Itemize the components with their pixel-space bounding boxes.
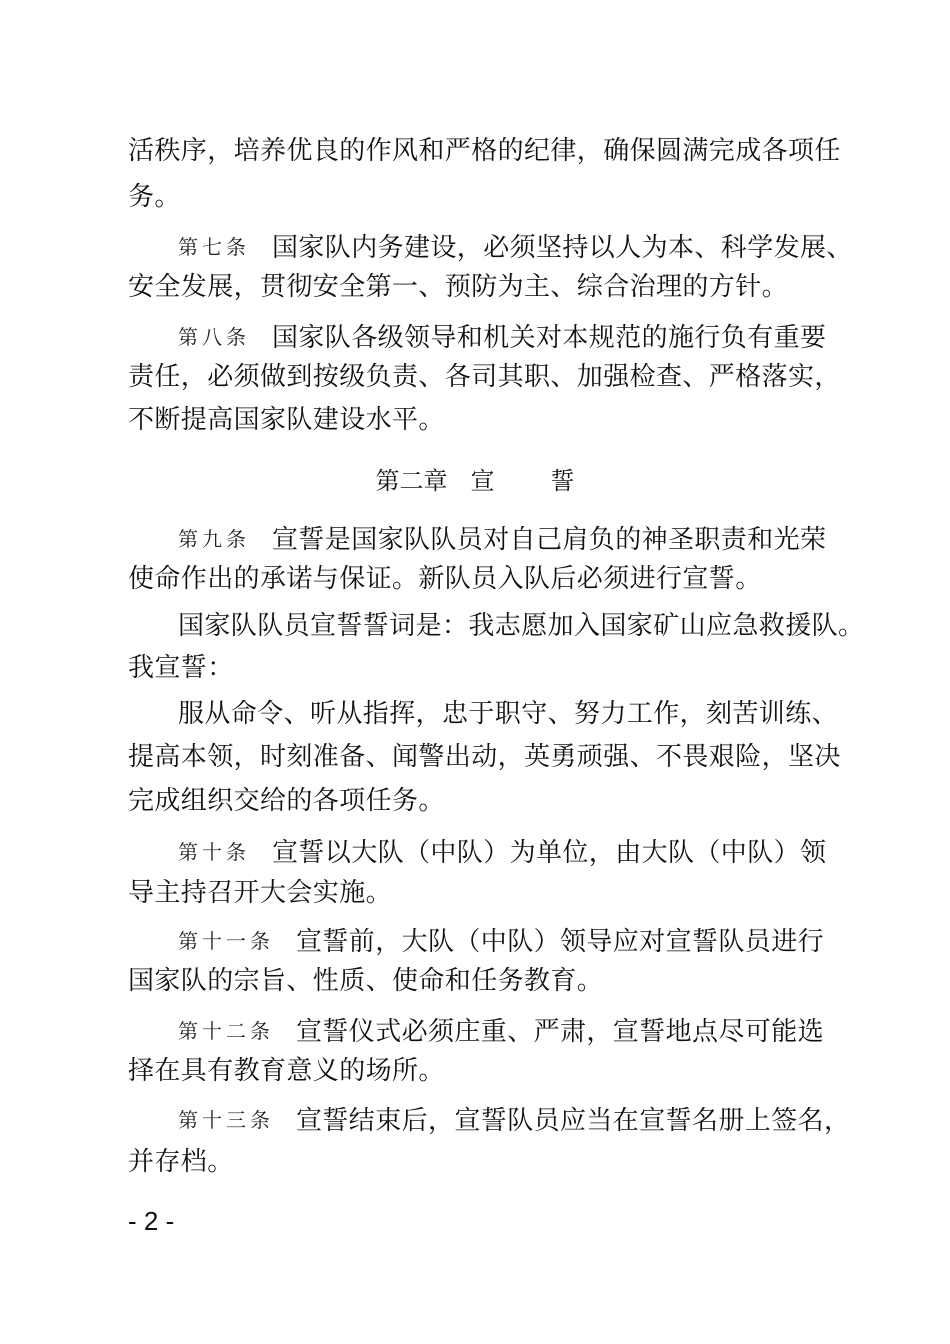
text-line: 责任，必须做到按级负责、各司其职、加强检查、严格落实， [128, 362, 841, 392]
text-line: 我宣誓： [128, 653, 234, 683]
article-text: 宣誓是国家队队员对自己肩负的神圣职责和光荣 [272, 525, 827, 555]
page-number: - 2 - [128, 1206, 175, 1236]
article-label: 第十二条 [178, 1019, 274, 1043]
article-text: 宣誓前，大队（中队）领导应对宣誓队员进行 [296, 927, 825, 957]
text-line: 活秩序，培养优良的作风和严格的纪律，确保圆满完成各项任 [128, 136, 841, 166]
text-line: 完成组织交给的各项任务。 [128, 786, 445, 816]
text-line: 择在具有教育意义的场所。 [128, 1056, 445, 1086]
article-9 [178, 522, 878, 557]
oath-text: 服从命令、听从指挥，忠于职守、努力工作，刻苦训练、 [178, 699, 839, 729]
article-text: 国家队内务建设，必须坚持以人为本、科学发展、 [272, 233, 853, 263]
article-text: 宣誓结束后，宣誓队员应当在宣誓名册上签名， [296, 1106, 851, 1136]
text-line: 提高本领，时刻准备、闻警出动，英勇顽强、不畏艰险，坚决 [128, 742, 841, 772]
chapter-number: 第二章 [375, 467, 448, 495]
text-line: 务。 [128, 182, 181, 212]
article-12 [178, 1014, 878, 1049]
text-line: 不断提高国家队建设水平。 [128, 405, 445, 435]
article-8 [178, 320, 878, 355]
article-11 [178, 924, 878, 959]
article-label: 第十一条 [178, 929, 274, 953]
chapter-title-b: 誓 [550, 467, 575, 495]
text-line: 并存档。 [128, 1147, 234, 1177]
text-line: 导主持召开大会实施。 [128, 878, 393, 908]
article-text: 宣誓仪式必须庄重、严肃，宣誓地点尽可能选 [296, 1017, 825, 1047]
article-label: 第七条 [178, 235, 250, 259]
article-7 [178, 230, 878, 265]
article-label: 第九条 [178, 527, 250, 551]
article-label: 第十三条 [178, 1108, 274, 1132]
article-label: 第十条 [178, 840, 250, 864]
article-13 [178, 1103, 878, 1138]
chapter-heading [0, 464, 950, 498]
text-line: 使命作出的承诺与保证。新队员入队后必须进行宣誓。 [128, 564, 762, 594]
text-line: 安全发展，贯彻安全第一、预防为主、综合治理的方针。 [128, 272, 789, 302]
text-line: 国家队的宗旨、性质、使命和任务教育。 [128, 966, 604, 996]
article-label: 第八条 [178, 325, 250, 349]
article-text: 国家队各级领导和机关对本规范的施行负有重要 [272, 323, 827, 353]
oath-intro: 国家队队员宣誓誓词是：我志愿加入国家矿山应急救援队。 [178, 611, 865, 641]
article-10 [178, 835, 878, 870]
chapter-title-a: 宣 [470, 467, 495, 495]
article-text: 宣誓以大队（中队）为单位，由大队（中队）领 [272, 838, 827, 868]
